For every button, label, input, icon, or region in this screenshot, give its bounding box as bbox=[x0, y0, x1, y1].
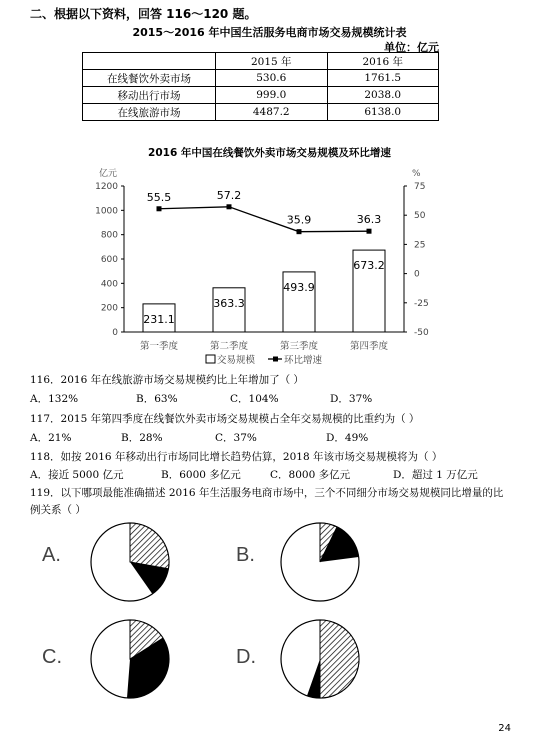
y-right-tick-label: 75 bbox=[414, 182, 426, 192]
y-left-tick-label: 1200 bbox=[95, 182, 118, 192]
pie-option-a-label: A. bbox=[42, 544, 61, 566]
y-left-tick-label: 0 bbox=[112, 328, 118, 338]
table-row bbox=[83, 70, 439, 87]
option-c: C．104% bbox=[230, 393, 279, 405]
line-point bbox=[367, 229, 372, 234]
pie-chart-a bbox=[88, 520, 172, 604]
y-left-tick-label: 600 bbox=[100, 255, 118, 265]
bar-value-label: 231.1 bbox=[143, 312, 175, 326]
question-118: 118．如按 2016 年移动出行市场同比增长趋势估算，2018 年该市场交易规模将为（ ） bbox=[30, 451, 443, 463]
pie-slice-hatched bbox=[320, 620, 359, 698]
page-number: 24 bbox=[498, 723, 511, 734]
table-cell-2015: 530.6 bbox=[216, 70, 328, 87]
table-cell-2016: 6138.0 bbox=[327, 104, 439, 121]
option-b: B．6000 多亿元 bbox=[161, 469, 241, 481]
bar-value-label: 493.9 bbox=[283, 280, 315, 294]
table-header-cell bbox=[83, 53, 216, 70]
line-point bbox=[297, 229, 302, 234]
option-d: D．37% bbox=[330, 393, 373, 405]
option-c: C．8000 多亿元 bbox=[270, 469, 351, 481]
y-left-tick-label: 800 bbox=[100, 230, 118, 241]
table-cell-2016: 1761.5 bbox=[327, 70, 439, 87]
y-right-tick-label: 50 bbox=[414, 211, 426, 222]
legend-bar-label: 交易规模 bbox=[217, 355, 256, 366]
table-title: 2015～2016 年中国生活服务电商市场交易规模统计表 bbox=[132, 26, 407, 39]
chart-title: 2016 年中国在线餐饮外卖市场交易规模及环比增速 bbox=[148, 147, 391, 159]
stats-table bbox=[82, 52, 439, 121]
combo-chart bbox=[0, 160, 539, 370]
option-c: C．37% bbox=[215, 432, 257, 444]
table-unit: 单位：亿元 bbox=[384, 41, 439, 54]
legend-line-marker bbox=[273, 357, 278, 362]
line-value-label: 55.5 bbox=[146, 190, 172, 204]
y-right-tick-label: 0 bbox=[414, 269, 420, 280]
pie-slice-hatched bbox=[130, 523, 169, 569]
option-a: A．21% bbox=[30, 432, 72, 444]
pie-option-b-label: B. bbox=[236, 544, 255, 566]
pie-chart-d bbox=[278, 617, 362, 701]
line-value-label: 57.2 bbox=[216, 188, 242, 202]
question-119-line2: 例关系（ ） bbox=[30, 504, 86, 516]
table-cell-2016: 2038.0 bbox=[327, 87, 439, 104]
question-119-line1: 119．以下哪项最能准确描述 2016 年生活服务电商市场中，三个不同细分市场交易规模同比增量的比 bbox=[30, 487, 504, 499]
pie-chart-b bbox=[278, 520, 362, 604]
x-tick-label: 第一季度 bbox=[139, 341, 179, 352]
line-point bbox=[227, 204, 232, 209]
line-series bbox=[159, 207, 369, 232]
x-tick-label: 第四季度 bbox=[349, 341, 389, 352]
x-tick-label: 第三季度 bbox=[279, 341, 319, 352]
table-cell-name: 在线旅游市场 bbox=[83, 104, 216, 121]
pie-chart-c bbox=[88, 617, 172, 701]
table-row bbox=[83, 104, 439, 121]
table-cell-name: 移动出行市场 bbox=[83, 87, 216, 104]
table-cell-name: 在线餐饮外卖市场 bbox=[83, 70, 216, 87]
y-axis-left-unit: 亿元 bbox=[99, 169, 118, 179]
table-header-cell: 2016 年 bbox=[327, 53, 439, 70]
legend-line-label: 环比增速 bbox=[284, 355, 323, 366]
pie-option-c-label: C. bbox=[42, 646, 62, 668]
pie-option-d-label: D. bbox=[236, 646, 256, 668]
option-a: A．132% bbox=[30, 393, 79, 405]
line-point bbox=[157, 206, 162, 211]
table-cell-2015: 4487.2 bbox=[216, 104, 328, 121]
option-b: B．63% bbox=[136, 393, 178, 405]
y-left-tick-label: 200 bbox=[100, 303, 118, 314]
option-b: B．28% bbox=[121, 432, 163, 444]
bar-value-label: 673.2 bbox=[353, 259, 385, 273]
y-right-tick-label: -50 bbox=[414, 328, 429, 338]
question-117: 117．2015 年第四季度在线餐饮外卖市场交易规模占全年交易规模的比重约为（ ） bbox=[30, 413, 420, 425]
question-116: 116．2016 年在线旅游市场交易规模约比上年增加了（ ） bbox=[30, 374, 304, 386]
bar-value-label: 363.3 bbox=[213, 296, 245, 310]
bar bbox=[213, 288, 245, 332]
y-right-tick-label: -25 bbox=[414, 298, 429, 309]
table-header-cell: 2015 年 bbox=[216, 53, 328, 70]
option-d: D．超过 1 万亿元 bbox=[393, 469, 478, 481]
x-tick-label: 第二季度 bbox=[209, 341, 249, 352]
legend-bar-swatch bbox=[206, 355, 215, 363]
line-value-label: 35.9 bbox=[286, 213, 312, 227]
line-value-label: 36.3 bbox=[356, 213, 382, 227]
option-d: D．49% bbox=[326, 432, 369, 444]
y-axis-right-unit: % bbox=[412, 169, 421, 179]
section-heading: 二、根据以下资料，回答 116～120 题。 bbox=[30, 7, 257, 21]
y-left-tick-label: 400 bbox=[100, 279, 118, 290]
table-row bbox=[83, 87, 439, 104]
option-a: A．接近 5000 亿元 bbox=[30, 469, 124, 481]
table-cell-2015: 999.0 bbox=[216, 87, 328, 104]
table-header-row bbox=[83, 53, 439, 70]
y-right-tick-label: 25 bbox=[414, 240, 426, 251]
y-left-tick-label: 1000 bbox=[95, 206, 118, 217]
